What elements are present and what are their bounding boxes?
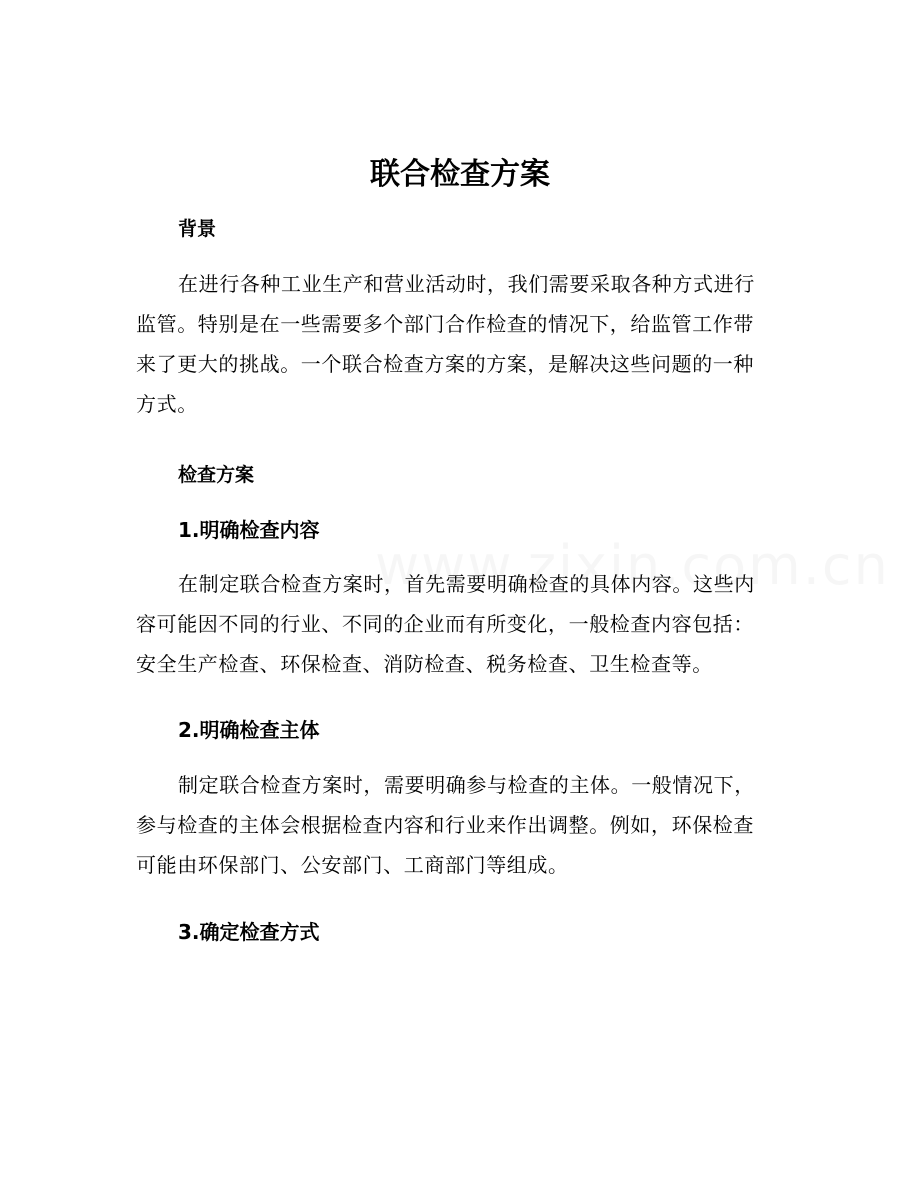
section-heading-inspection-plan: 检查方案 xyxy=(178,464,255,486)
document-title: 联合检查方案 xyxy=(370,157,550,192)
background-paragraph: 在进行各种工业生产和营业活动时，我们需要采取各种方式进行监管。特别是在一些需要多个部门合作检查的情况下，给监管工作带来了更大的挑战。一个联合检查方案的方案，是解决这些问题的一种方式。 xyxy=(136,272,755,416)
inspection-subject-paragraph: 制定联合检查方案时，需要明确参与检查的主体。一般情况下，参与检查的主体会根据检查内容和行业来作出调整。例如，环保检查可能由环保部门、公安部门、工商部门等组成。 xyxy=(136,773,755,877)
section-heading-background: 背景 xyxy=(178,218,217,240)
inspection-content-paragraph: 在制定联合检查方案时，首先需要明确检查的具体内容。这些内容可能因不同的行业、不同的企业而有所变化，一般检查内容包括：安全生产检查、环保检查、消防检查、税务检查、卫生检查等。 xyxy=(136,572,755,676)
subheading-inspection-method: 3.确定检查方式 xyxy=(178,920,320,944)
subheading-inspection-subject: 2.明确检查主体 xyxy=(178,718,320,742)
subheading-inspection-content: 1.明确检查内容 xyxy=(178,518,320,542)
